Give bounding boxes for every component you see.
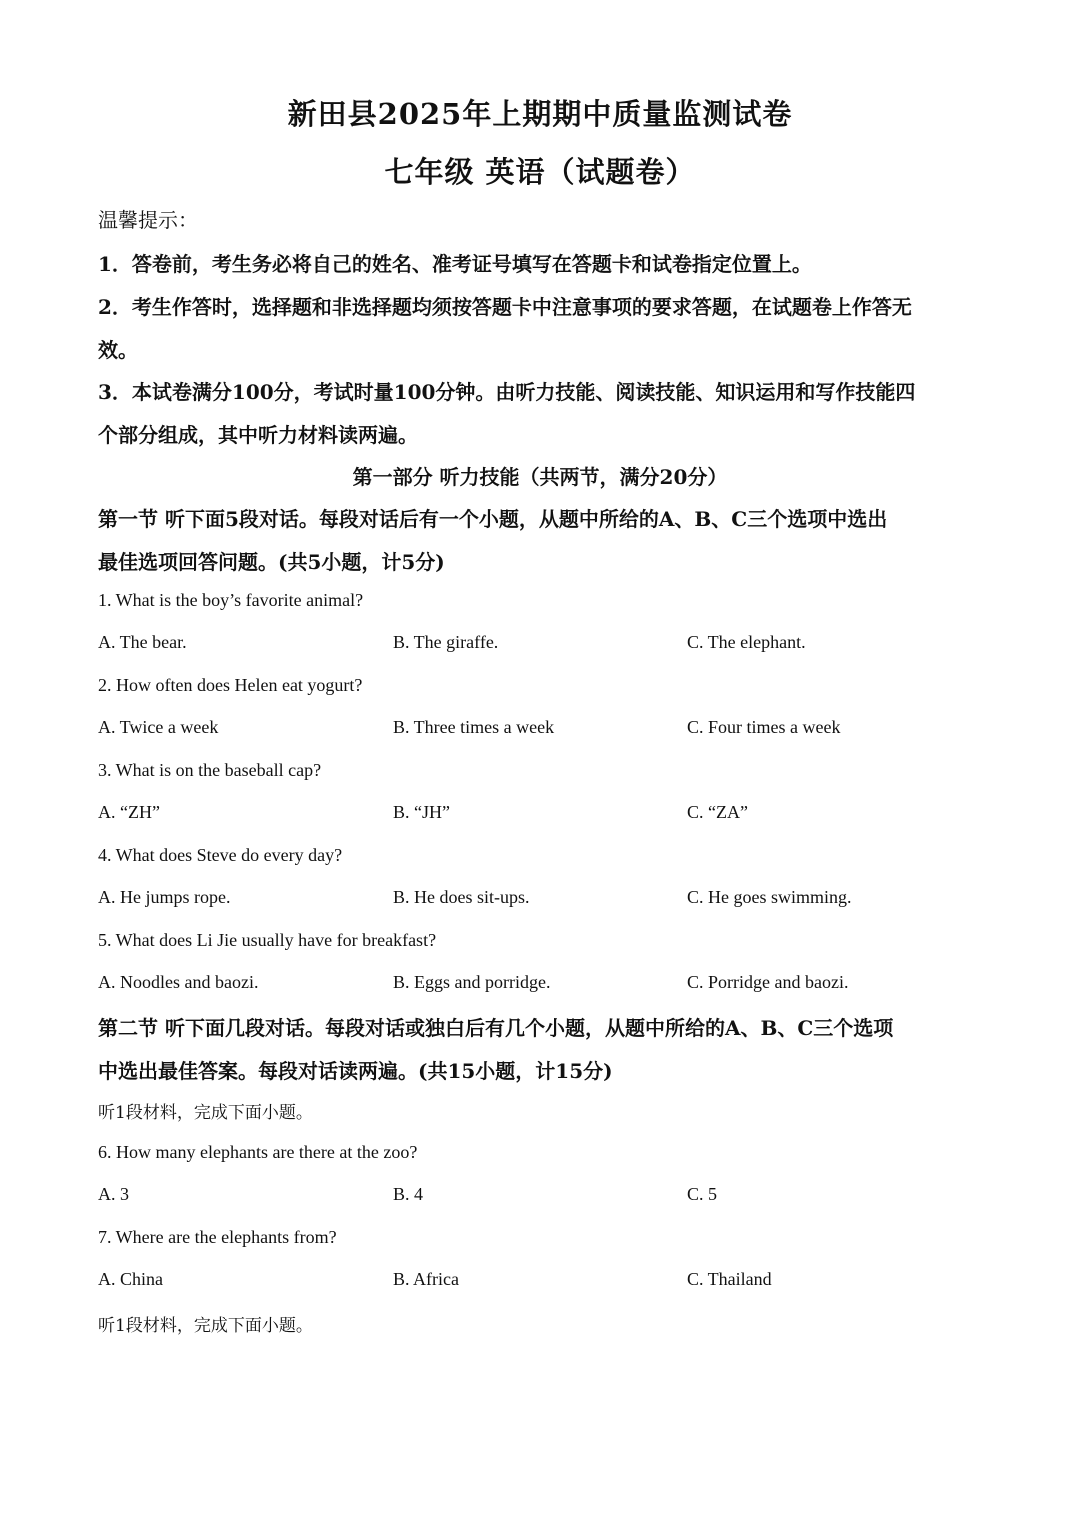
section2-instructions: 第二节 听下面几段对话。每段对话或独白后有几个小题，从题中所给的A、B、C三个选项 — [98, 1016, 894, 1040]
option-c: C. He goes swimming. — [687, 887, 852, 907]
section1-instructions-cont: 最佳选项回答问题。(共5小题，计5分) — [98, 550, 445, 574]
notice-item-3-cont: 个部分组成，其中听力材料读两遍。 — [98, 423, 418, 447]
option-c: C. The elephant. — [687, 632, 806, 652]
notice-item-2-cont: 效。 — [98, 338, 138, 362]
exam-subtitle: 七年级 英语（试题卷） — [384, 155, 696, 189]
question-2-options — [98, 717, 988, 743]
question-4-options — [98, 887, 988, 913]
question-5-options — [98, 972, 988, 998]
notice-item-2: 2．考生作答时，选择题和非选择题均须按答题卡中注意事项的要求答题，在试题卷上作答无 — [98, 295, 912, 319]
part1-heading: 第一部分 听力技能（共两节，满分20分） — [352, 465, 728, 489]
question-3: 3. What is on the baseball cap? — [98, 760, 322, 780]
question-1-options — [98, 632, 988, 658]
option-c: C. 5 — [687, 1184, 718, 1204]
question-1: 1. What is the boy’s favorite animal? — [98, 590, 364, 610]
option-c: C. Thailand — [687, 1269, 772, 1289]
material-note: 听1段材料，完成下面小题。 — [98, 1103, 313, 1123]
question-5: 5. What does Li Jie usually have for breakfast? — [98, 930, 437, 950]
question-6-options — [98, 1184, 988, 1210]
question-7-options — [98, 1269, 988, 1295]
material-note: 听1段材料，完成下面小题。 — [98, 1316, 313, 1336]
notice-item-3: 3．本试卷满分100分，考试时量100分钟。由听力技能、阅读技能、知识运用和写作技能四 — [98, 380, 916, 404]
option-a: A. Twice a week — [98, 717, 219, 737]
option-a: A. Noodles and baozi. — [98, 972, 259, 992]
option-c: C. Porridge and baozi. — [687, 972, 849, 992]
exam-title: 新田县2025年上期期中质量监测试卷 — [287, 97, 793, 131]
section2-instructions-cont: 中选出最佳答案。每段对话读两遍。(共15小题，计15分) — [98, 1059, 613, 1083]
question-6: 6. How many elephants are there at the zoo? — [98, 1142, 418, 1162]
option-b: B. Africa — [393, 1269, 459, 1289]
notice-item-1: 1．答卷前，考生务必将自己的姓名、准考证号填写在答题卡和试卷指定位置上。 — [98, 252, 812, 276]
question-2: 2. How often does Helen eat yogurt? — [98, 675, 363, 695]
question-7: 7. Where are the elephants from? — [98, 1227, 337, 1247]
option-b: B. Three times a week — [393, 717, 555, 737]
option-b: B. 4 — [393, 1184, 424, 1204]
option-b: B. Eggs and porridge. — [393, 972, 551, 992]
option-a: A. The bear. — [98, 632, 187, 652]
option-c: C. Four times a week — [687, 717, 841, 737]
question-4: 4. What does Steve do every day? — [98, 845, 343, 865]
option-a: A. He jumps rope. — [98, 887, 231, 907]
option-b: B. “JH” — [393, 802, 450, 822]
option-b: B. The giraffe. — [393, 632, 499, 652]
option-a: A. China — [98, 1269, 163, 1289]
option-b: B. He does sit-ups. — [393, 887, 530, 907]
option-a: A. “ZH” — [98, 802, 160, 822]
option-c: C. “ZA” — [687, 802, 748, 822]
question-3-options — [98, 802, 988, 828]
notice-heading: 温馨提示： — [98, 208, 198, 232]
option-a: A. 3 — [98, 1184, 129, 1204]
section1-instructions: 第一节 听下面5段对话。每段对话后有一个小题，从题中所给的A、B、C三个选项中选出 — [98, 507, 888, 531]
